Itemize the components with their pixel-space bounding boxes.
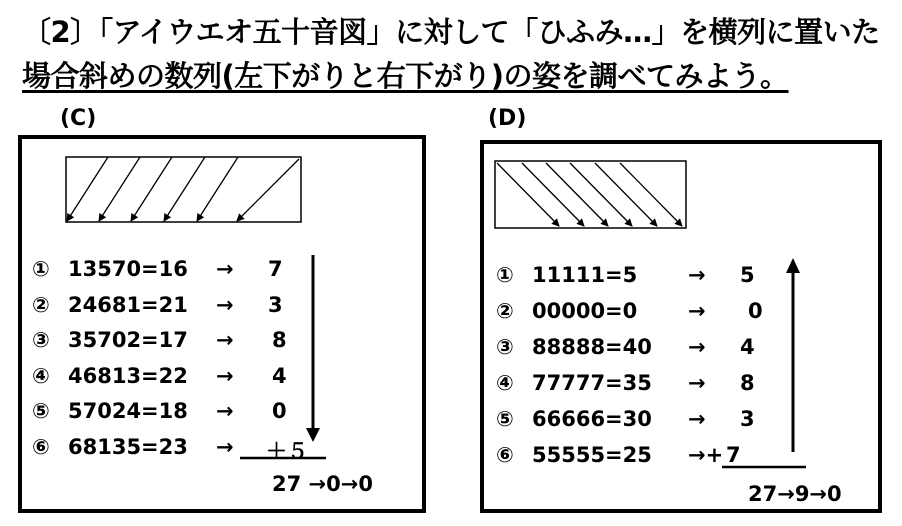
- row-result: 0: [272, 399, 287, 423]
- row-result: 8: [272, 328, 287, 352]
- row-num: ⑥: [496, 443, 514, 467]
- panel-c-label: (C): [60, 106, 97, 131]
- row-arrow: →: [216, 292, 234, 317]
- row-expr: 68135=23: [68, 434, 188, 459]
- row-arrow: →: [688, 263, 706, 287]
- row-arrow: →: [216, 434, 234, 459]
- row-num: ④: [496, 371, 514, 395]
- row-expr: 24681=21: [68, 292, 188, 317]
- panel-c-sum: 27 →0→0: [272, 472, 373, 496]
- row-arrow: →: [216, 399, 234, 423]
- row-num: ⑥: [32, 434, 50, 459]
- row-result: 0: [748, 299, 763, 323]
- row-result: 5: [740, 263, 755, 287]
- row-result: ＋５: [266, 438, 308, 463]
- row-arrow: →: [688, 299, 706, 323]
- row-num: ①: [32, 257, 50, 281]
- row-expr: 88888=40: [532, 335, 652, 359]
- row-expr: 11111=5: [532, 263, 638, 287]
- panel-d-sum: 27→9→0: [748, 482, 842, 506]
- row-result: 3: [740, 407, 755, 431]
- row-num: ③: [496, 335, 514, 359]
- row-expr: 35702=17: [68, 328, 188, 352]
- row-num: ②: [496, 299, 514, 323]
- row-arrow: →: [688, 371, 706, 395]
- row-result: 7: [726, 443, 741, 467]
- title-line-2: 場合斜めの数列(左下がりと右下がり)の姿を調べてみよう。: [22, 59, 789, 93]
- row-expr: 66666=30: [532, 407, 652, 431]
- row-result: 8: [740, 371, 755, 395]
- row-num: ②: [32, 292, 50, 317]
- panel-d-label: (D): [488, 106, 527, 131]
- row-expr: 46813=22: [68, 363, 188, 388]
- row-expr: 55555=25: [532, 443, 652, 467]
- row-num: ③: [32, 328, 50, 352]
- row-num: ⑤: [32, 399, 50, 423]
- row-expr: 00000=0: [532, 299, 638, 323]
- row-arrow: →: [688, 407, 706, 431]
- row-expr: 57024=18: [68, 399, 188, 423]
- row-result: 7: [268, 257, 283, 281]
- row-expr: 77777=35: [532, 371, 652, 395]
- row-expr: 13570=16: [68, 257, 188, 281]
- row-arrow: →+: [688, 443, 724, 467]
- row-num: ①: [496, 263, 514, 287]
- row-arrow: →: [216, 363, 234, 388]
- row-num: ⑤: [496, 407, 514, 431]
- row-arrow: →: [216, 257, 234, 281]
- row-result: 3: [268, 292, 283, 317]
- row-num: ④: [32, 363, 50, 388]
- title-line-1: 〔2〕「アイウエオ五十音図」に対して「ひふみ…」を横列に置いた: [22, 15, 880, 49]
- row-arrow: →: [688, 335, 706, 359]
- row-result: 4: [740, 335, 755, 359]
- row-result: 4: [272, 363, 287, 388]
- row-arrow: →: [216, 328, 234, 352]
